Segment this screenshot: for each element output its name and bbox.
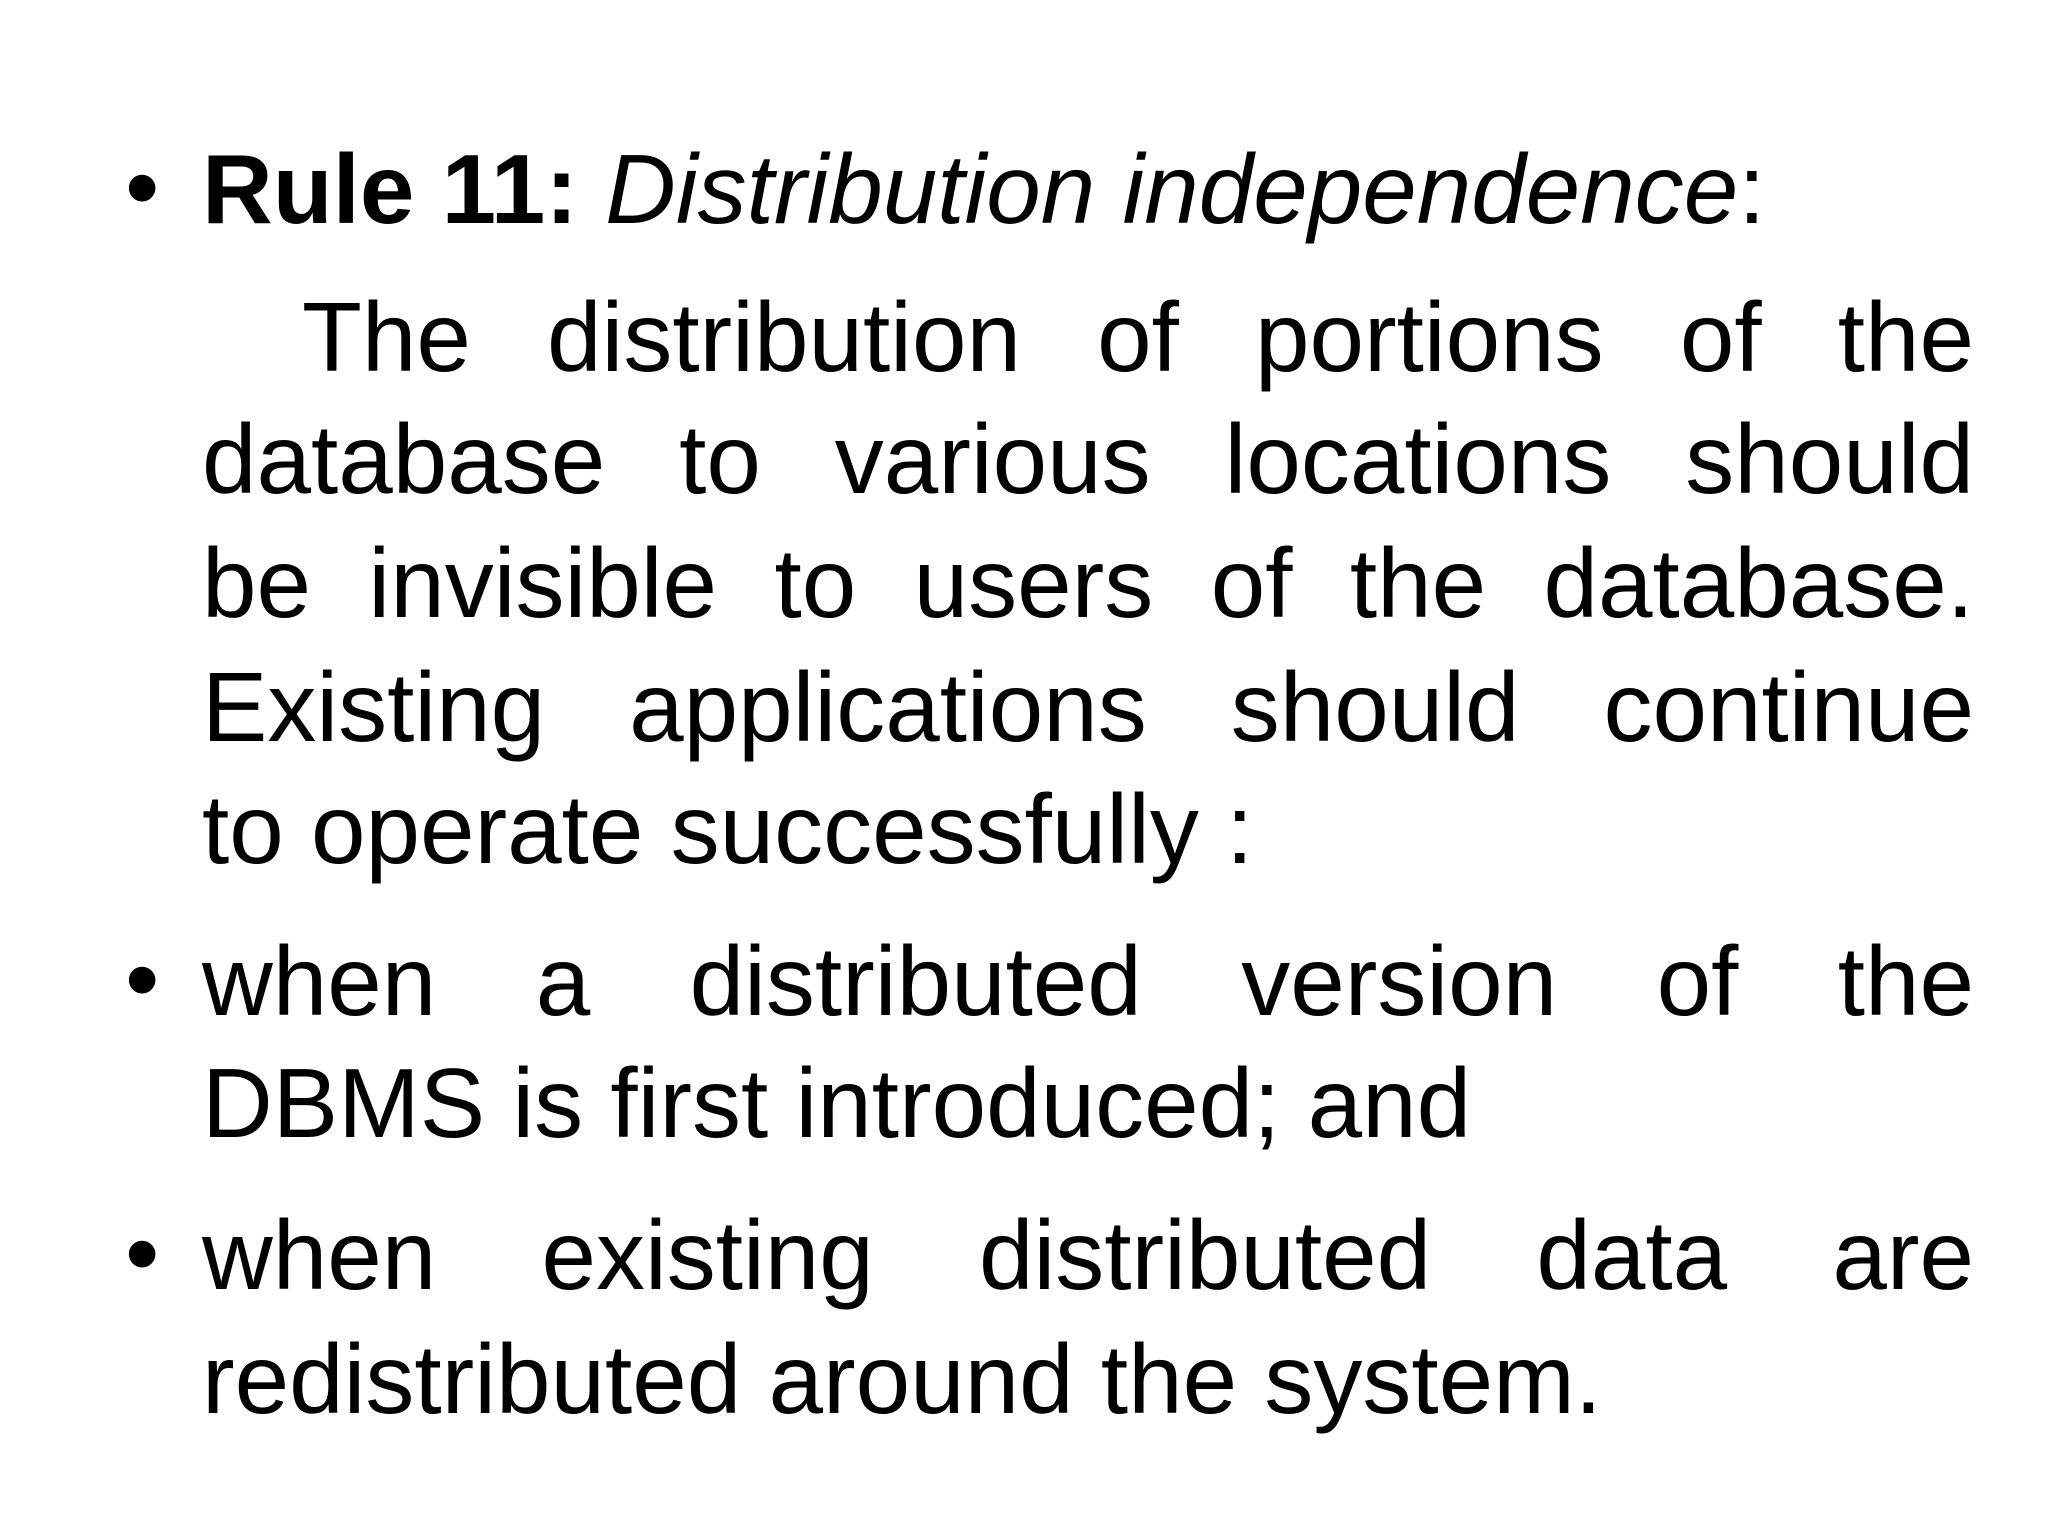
bullet-line: DBMS is first introduced; and xyxy=(202,1048,1472,1158)
rule-title: Distribution independence xyxy=(605,134,1739,244)
rule-label: Rule 11: xyxy=(202,134,578,244)
paragraph-line-2: database to various locations should xyxy=(202,404,1974,514)
bullet-line: when a distributed version of the xyxy=(202,926,1974,1036)
paragraph-line-1: The distribution of portions of the xyxy=(302,282,1974,392)
bullet-dot: • xyxy=(125,924,160,1034)
rule-heading xyxy=(202,134,1974,244)
paragraph-line-3: be invisible to users of the database. xyxy=(202,528,1974,638)
bullet-dot: • xyxy=(125,132,160,242)
bullet-line: redistributed around the system. xyxy=(202,1324,1602,1434)
rule-suffix: : xyxy=(1738,134,1766,244)
bullet-dot: • xyxy=(125,1198,160,1308)
paragraph-line-4: Existing applications should continue xyxy=(202,652,1974,762)
paragraph-line-5: to operate successfully : xyxy=(202,774,1254,884)
bullet-line: when existing distributed data are xyxy=(202,1200,1974,1310)
